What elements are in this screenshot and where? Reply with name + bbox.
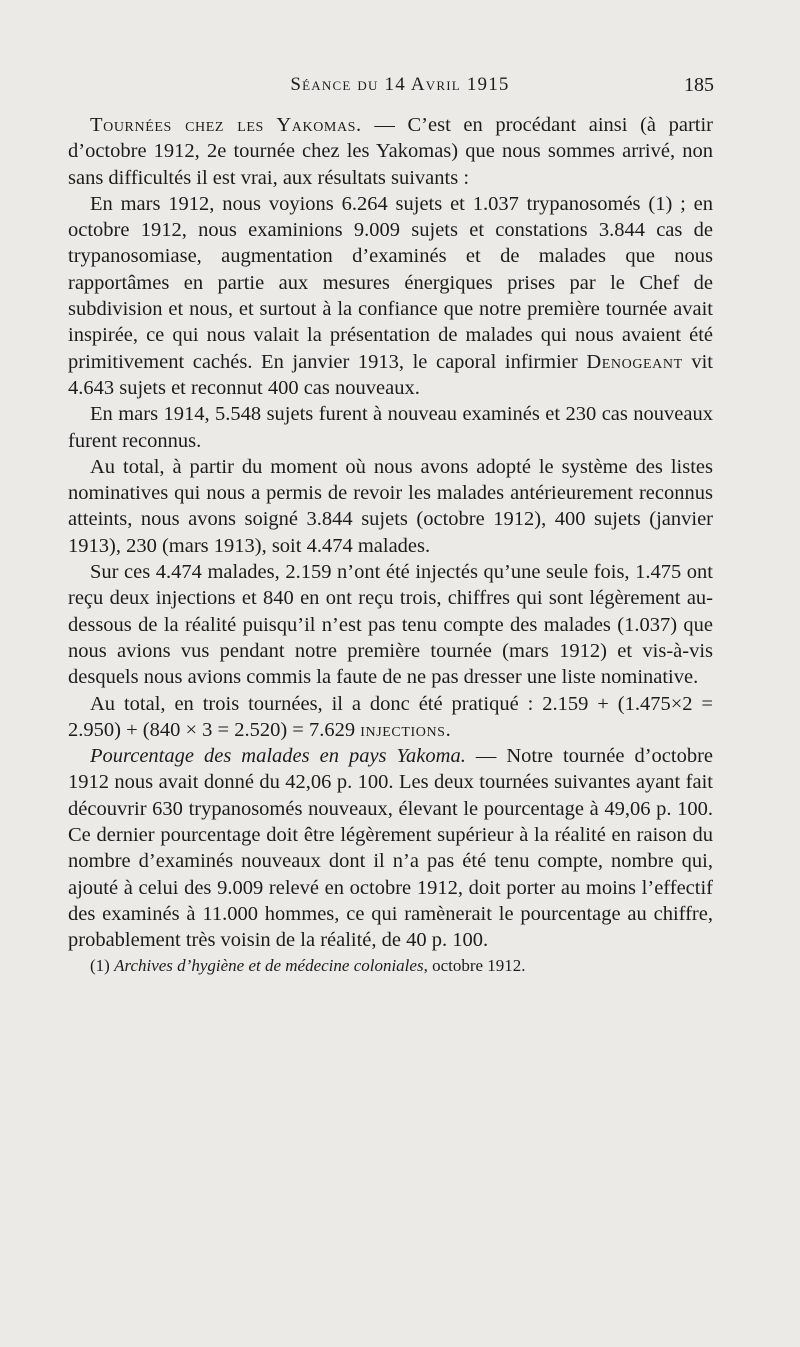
paragraph-text: vit 4.643 sujets et reconnut 400 cas nouveaux. [68,350,713,399]
running-title: Séance du 14 Avril 1915 [290,74,510,95]
paragraph-tournees [68,112,713,191]
person-name: Denogeant [586,350,683,373]
paragraph-text: — C’est en procédant ainsi (à partir d’octobre 1912, 2e tournée chez les Yakomas) que nous sommes arrivé, non sans difficultés il est vrai, aux résultats suivants : [68,114,713,189]
paragraph-mars-1914: En mars 1914, 5.548 sujets furent à nouveau examinés et 230 cas nouveaux furent reconnus. [68,403,713,452]
paragraph-text: En mars 1912, nous voyions 6.264 sujets et 1.037 trypanosomés (1) ; en octobre 1912, nous examinions 9.009 sujets et constations 3.844 cas de trypanosomiase, augmentation d’examinés et de malades que nous rapportâmes en partie aux mesures énergiques prises par le Chef de subdivision et nous, et surtout à la confiance que notre première tournée avait inspirée, ce qui nous valait la présentation de malades qui nous avaient été primitivement cachés. En janvier 1913, le caporal infirmier [68,192,713,373]
paragraph-text: — Notre tournée d’octobre 1912 nous avait donné du 42,06 p. 100. Les deux tournées suivantes ayant fait découvrir 630 trypanosomés nouveaux, élevant le pourcentage à 49,06 p. 100. Ce dernier pourcentage doit être légèrement supérieur à la réalité en raison du nombre d’examinés nouveaux dont il n’a pas été tenu compte, nombre qui, ajouté à celui des 9.009 relevé en octobre 1912, doit porter au moins l’effectif des examinés à 11.000 hommes, ce qui ramènerait le pourcentage au chiffre, probablement très voisin de la réalité, de 40 p. 100. [68,745,713,952]
paragraph-injections-total [68,691,713,744]
paragraph-mars-1912 [68,191,713,401]
footnote-rest: , octobre 1912. [423,955,526,975]
footnote [68,954,713,978]
paragraph-au-total: Au total, à partir du moment où nous avons adopté le système des listes nominatives qui nous a permis de revoir les malades antérieurement reconnus atteints, nous avons soigné 3.844 sujets (octobre 1912), 400 sujets (janvier 1913), 230 (mars 1913), soit 4.474 malades. [68,455,713,557]
section-heading-tournees: Tournées chez les Yakomas. [90,114,362,136]
page-body [68,112,713,978]
paragraph-pourcentage [68,743,713,953]
injections-label: injections. [360,718,452,741]
footnote-mark: (1) [90,955,115,975]
paragraph-sur-ces: Sur ces 4.474 malades, 2.159 n’ont été injectés qu’une seule fois, 1.475 ont reçu deux injections et 840 en ont reçu trois, chiffres qui sont légèrement au-dessous de la réalité puisqu’il n’est pas tenu compte des malades (1.037) que nous avions vus pendant notre première tournée (mars 1912) et vis-à-vis desquels nous avions commis la faute de ne pas dresser une liste nominative. [68,561,713,689]
page-number: 185 [684,74,714,96]
page-header [0,72,800,102]
formula-text: Au total, en trois tournées, il a donc été pratiqué : 2.159 + (1.475×2 = 2.950) + (840 × 3 = 2.520) = 7.629 [68,692,713,741]
footnote-title: Archives d’hygiène et de médecine coloniales [114,955,424,975]
section-heading-pourcentage: Pourcentage des malades en pays Yakoma. [90,745,466,768]
